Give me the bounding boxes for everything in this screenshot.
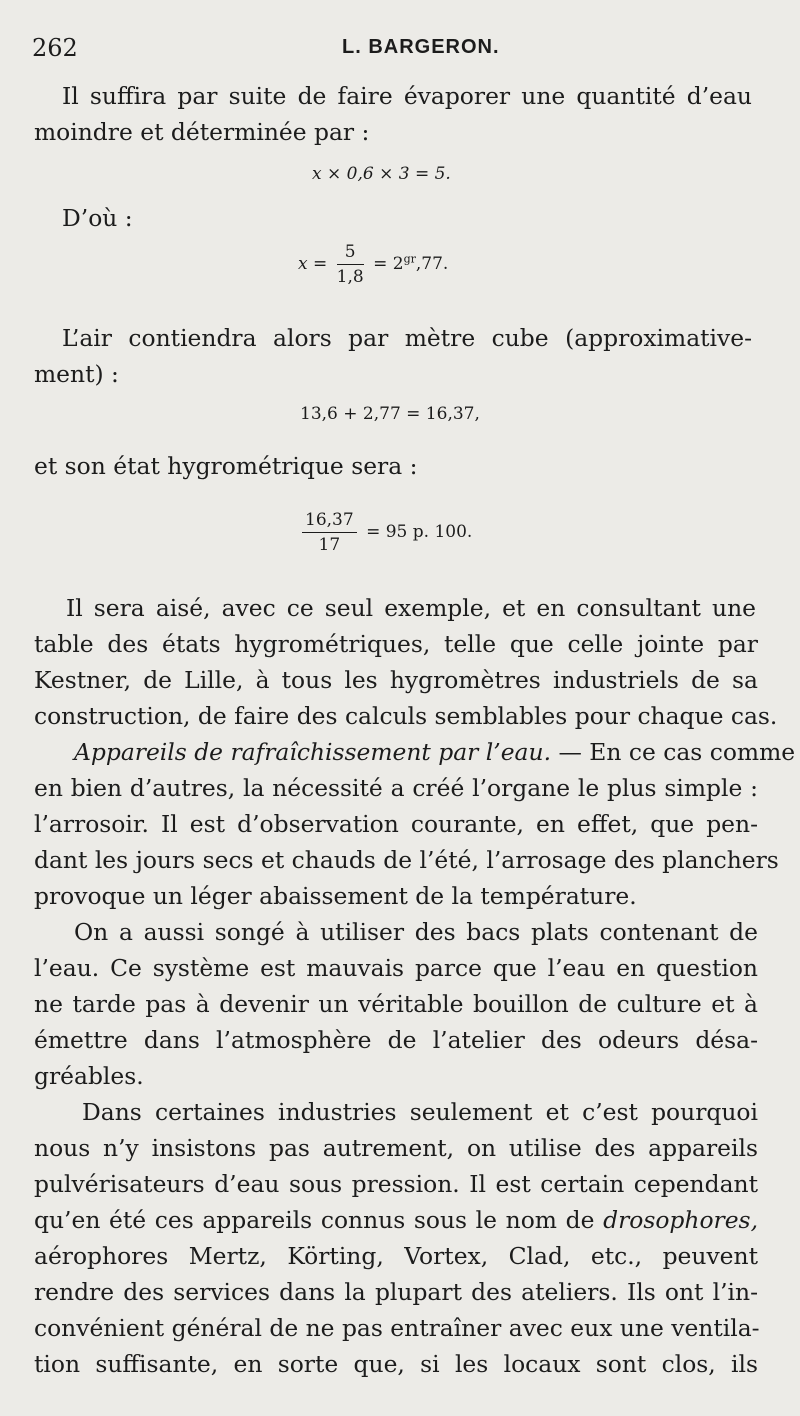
equation-fraction (298, 242, 448, 287)
fraction (337, 242, 364, 287)
paragraph-line: ne tarde pas à devenir un véritable bouillon de culture et à (34, 990, 758, 1018)
paragraph-line: dant les jours secs et chauds de l’été, l’arrosage des planchers (34, 846, 779, 874)
fraction-denominator: 1,8 (336, 267, 364, 287)
page-number: 262 (32, 34, 78, 62)
paragraph-line: en bien d’autres, la nécessité a créé l’organe le plus simple : (34, 774, 758, 802)
paragraph-line: D’où : (62, 204, 133, 232)
italic-term: drosophores, (603, 1206, 758, 1234)
equation: 13,6 + 2,77 = 16,37, (300, 404, 480, 424)
paragraph-line: et son état hygrométrique sera : (34, 452, 418, 480)
paragraph-line: Kestner, de Lille, à tous les hygromètres industriels de sa (34, 666, 758, 694)
paragraph-line: Appareils de rafraîchissement par l’eau. — En ce cas comme (74, 738, 796, 766)
equation-fraction (298, 510, 472, 555)
paragraph-line: aérophores Mertz, Körting, Vortex, Clad, etc., peuvent (34, 1242, 758, 1270)
equation: x × 0,6 × 3 = 5. (312, 164, 451, 184)
equation-rhs: = 95 p. 100. (366, 522, 473, 542)
fraction-numerator: 16,37 (302, 510, 357, 533)
paragraph-line: l’eau. Ce système est mauvais parce que l’eau en question (34, 954, 758, 982)
fraction-numerator: 5 (337, 242, 364, 265)
paragraph-line: convénient général de ne pas entraîner avec eux une ventila- (34, 1314, 760, 1342)
page-header (28, 34, 770, 68)
paragraph-line: qu’en été ces appareils connus sous le nom de drosophores, (34, 1206, 758, 1234)
paragraph-line: rendre des services dans la plupart des ateliers. Ils ont l’in- (34, 1278, 758, 1306)
paragraph-line: Il suffira par suite de faire évaporer une quantité d’eau (62, 82, 752, 110)
paragraph-line: pulvérisateurs d’eau sous pression. Il est certain cependant (34, 1170, 758, 1198)
paragraph-line: moindre et déterminée par : (34, 118, 370, 146)
fraction-denominator: 17 (318, 535, 341, 555)
running-head: L. BARGERON. (342, 36, 500, 58)
paragraph-line: ment) : (34, 360, 119, 388)
section-heading: Appareils de rafraîchissement par l’eau. (74, 738, 552, 766)
paragraph-line: nous n’y insistons pas autrement, on utilise des appareils (34, 1134, 758, 1162)
paragraph-line: l’arrosoir. Il est d’observation courante, en effet, que pen- (34, 810, 758, 838)
paragraph-line: Il sera aisé, avec ce seul exemple, et en consultant une (66, 594, 756, 622)
paragraph-line: construction, de faire des calculs semblables pour chaque cas. (34, 702, 778, 730)
paragraph-line: Dans certaines industries seulement et c’est pourquoi (82, 1098, 758, 1126)
paragraph-line: On a aussi songé à utiliser des bacs plats contenant de (74, 918, 758, 946)
paragraph-line: L’air contiendra alors par mètre cube (approximative- (62, 324, 752, 352)
paragraph-line: gréables. (34, 1062, 144, 1090)
paragraph-line: tion suffisante, en sorte que, si les locaux sont clos, ils (34, 1350, 758, 1378)
paragraph-line: provoque un léger abaissement de la température. (34, 882, 637, 910)
fraction (302, 510, 357, 555)
equation-rhs: = $2^{gr},77$. (373, 252, 449, 274)
equation-lhs: x = (298, 254, 328, 274)
paragraph-line: table des états hygrométriques, telle que celle jointe par (34, 630, 758, 658)
paragraph-line: émettre dans l’atmosphère de l’atelier des odeurs désa- (34, 1026, 758, 1054)
